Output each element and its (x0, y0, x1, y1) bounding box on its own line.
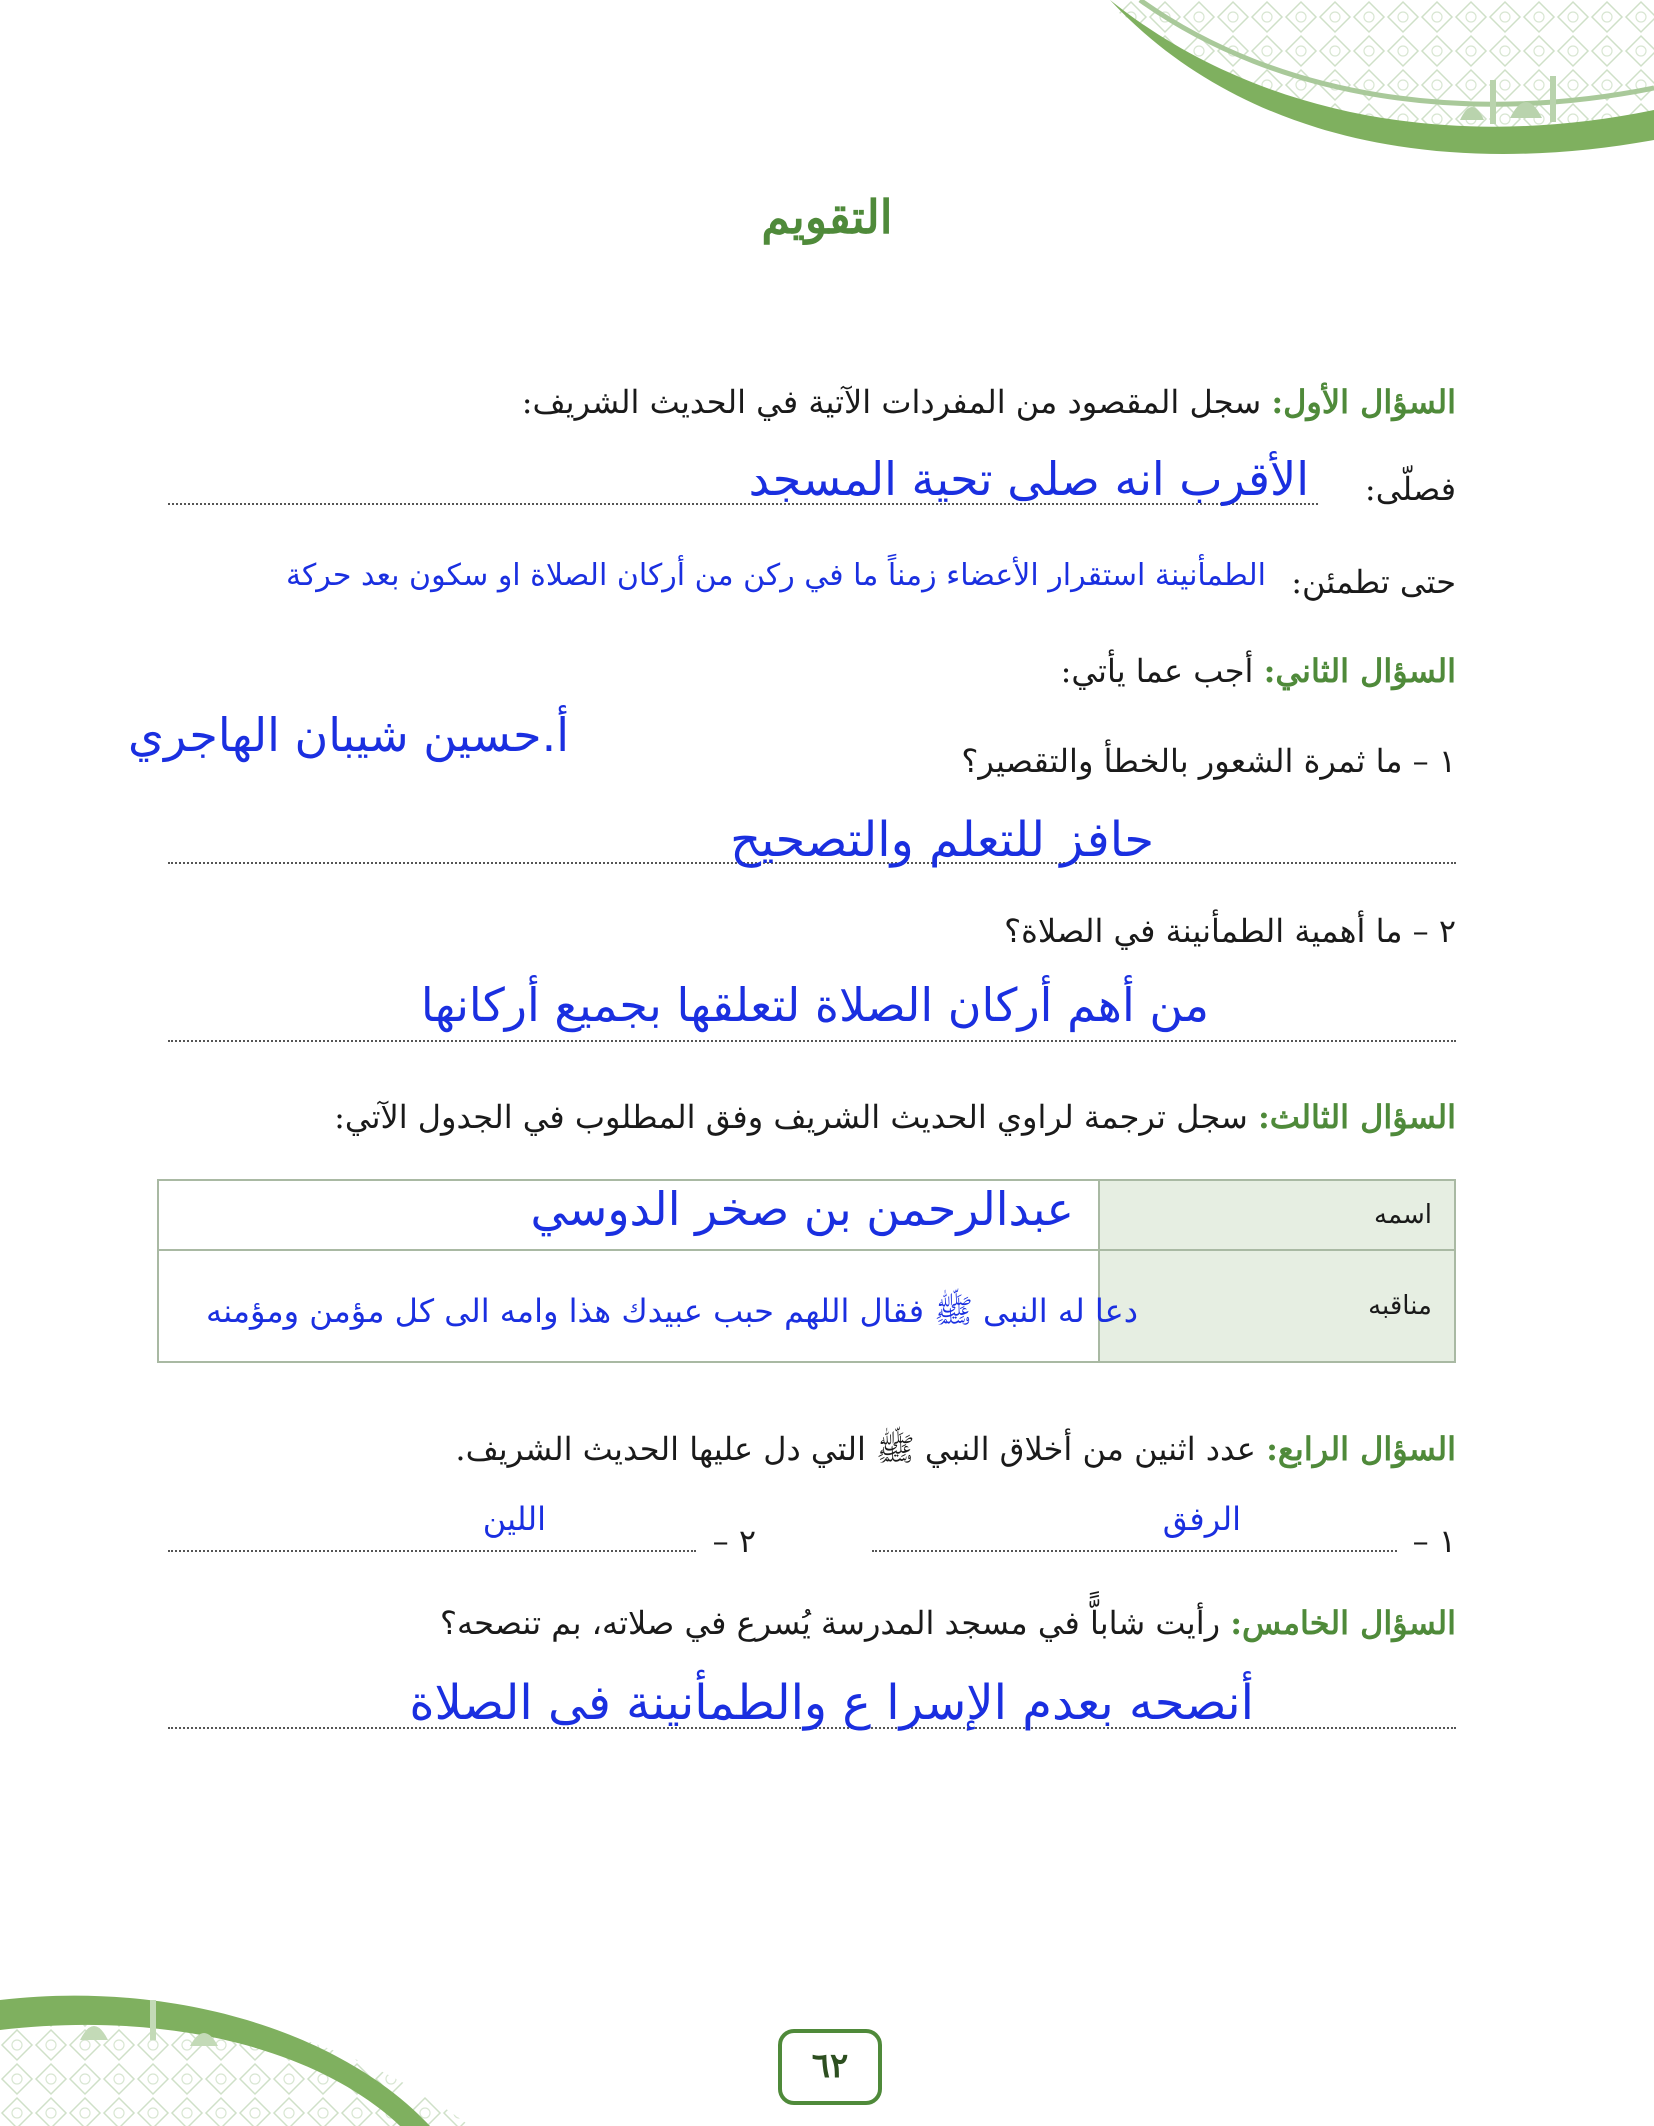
narrator-name: عبدالرحمن بن صخر الدوسي (530, 1182, 1074, 1236)
q2-label: السؤال الثاني: (1263, 652, 1456, 690)
q2-sub1-question: ١ – ما ثمرة الشعور بالخطأ والتقصير؟ (961, 742, 1456, 780)
q5-answer: أنصحه بعدم الإسرا ع والطمأنينة فى الصلاة (409, 1675, 1254, 1731)
narrator-virtues: دعا له النبى ﷺ فقال اللهم حبب عبيدك هذا وامه الى كل مؤمن ومؤمنه (206, 1292, 1138, 1330)
row-label: مناقبه (1099, 1250, 1455, 1362)
q2-sub2-answer: من أهم أركان الصلاة لتعلقها بجميع أركانها (420, 978, 1209, 1032)
header-ornament (1080, 0, 1654, 180)
q1-label: السؤال الأول: (1271, 383, 1456, 421)
q4-item2-line (168, 1550, 696, 1552)
q2-sub2-line (168, 1040, 1456, 1042)
q3-label: السؤال الثالث: (1257, 1098, 1456, 1136)
page-title: التقويم (761, 190, 893, 244)
q2-heading (1061, 652, 1456, 690)
q4-heading (455, 1430, 1456, 1476)
q4-item2-answer: اللين (482, 1500, 546, 1538)
q4-label: السؤال الرابع: (1266, 1430, 1456, 1468)
footer-ornament (0, 1960, 470, 2126)
row-label: اسمه (1099, 1180, 1455, 1250)
teacher-note: أ.حسين شيبان الهاجري (128, 708, 569, 762)
q4-item1-line (872, 1550, 1397, 1552)
q4-item1-num: ١ – (1412, 1522, 1456, 1560)
q2-sub2-question: ٢ – ما أهمية الطمأنينة في الصلاة؟ (1004, 912, 1456, 950)
q3-prompt: سجل ترجمة لراوي الحديث الشريف وفق المطلوب في الجدول الآتي: (334, 1098, 1248, 1136)
q5-label: السؤال الخامس: (1230, 1604, 1456, 1642)
q4-item2-num: ٢ – (712, 1522, 756, 1560)
page-number: ٦٢ (778, 2029, 882, 2105)
q1-heading (522, 383, 1456, 421)
q1-item2-answer: الطمأنينة استقرار الأعضاء زمناً ما في ركن من أركان الصلاة او سكون بعد حركة (285, 558, 1266, 593)
q3-heading (334, 1098, 1456, 1136)
q5-heading (440, 1604, 1456, 1642)
q5-prompt: رأيت شاباًّ في مسجد المدرسة يُسرع في صلاته، بم تنصحه؟ (439, 1604, 1221, 1642)
q2-sub1-answer: حافز للتعلم والتصحيح (730, 812, 1154, 868)
q1-item1-answer: الأقرب انه صلى تحية المسجد (748, 452, 1309, 506)
q4-item1-answer: الرفق (1162, 1500, 1241, 1538)
q1-item1-word: فصلّى: (1364, 470, 1456, 508)
q1-item2-word: حتى تطمئن: (1291, 563, 1456, 601)
q1-prompt: سجل المقصود من المفردات الآتية في الحديث الشريف: (521, 383, 1262, 421)
q2-prompt: أجب عما يأتي: (1060, 652, 1254, 690)
q4-prompt: عدد اثنين من أخلاق النبي ﷺ التي دل عليها الحديث الشريف. (455, 1430, 1256, 1468)
